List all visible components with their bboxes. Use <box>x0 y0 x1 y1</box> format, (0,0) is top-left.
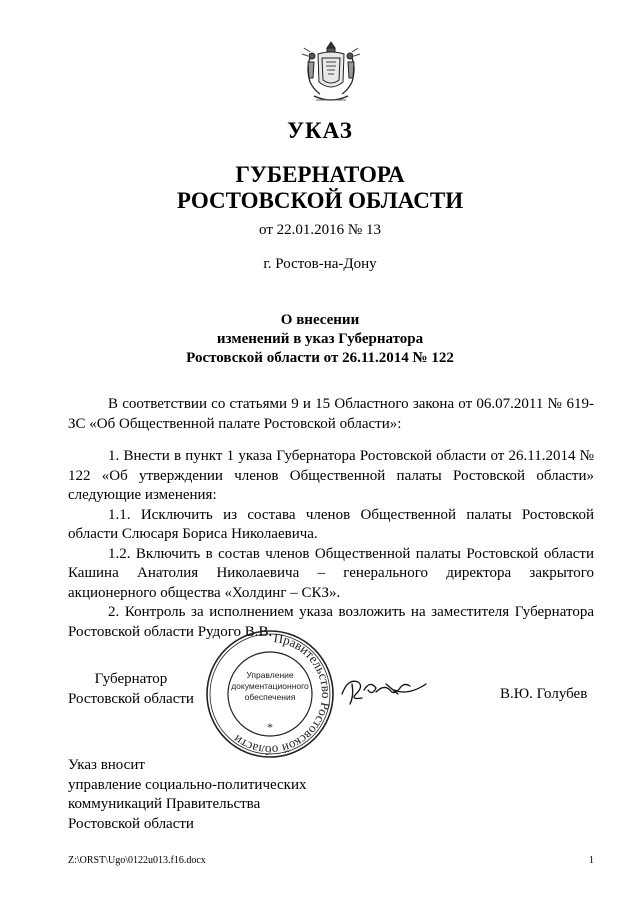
seal-star: * <box>267 720 273 734</box>
document-body <box>68 395 594 642</box>
issuer-line-1: ГУБЕРНАТОРА <box>235 162 405 187</box>
body-paragraph: 1.1. Исключить из состава членов Общественной палаты Ростовской области Слюсаря Бориса Николаевича. <box>68 506 594 542</box>
submitter-line-3: коммуникаций Правительства <box>68 796 261 812</box>
signatory-name: В.Ю. Голубев <box>500 686 588 702</box>
submitter-note <box>68 756 307 834</box>
subject-line-2: изменений в указ Губернатора <box>216 331 424 347</box>
subject-line-3: Ростовской области от 26.11.2014 № 122 <box>186 350 454 366</box>
body-paragraph: В соответствии со статьями 9 и 15 Областного закона от 06.07.2011 № 619-ЗС «Об Общественной палате Ростовской области»: <box>68 396 594 432</box>
body-paragraph: 2. Контроль за исполнением указа возложить на заместителя Губернатора Ростовской области Рудого В.В. <box>68 604 594 640</box>
file-path: Z:\ORST\Ugo\0122u013.f16.docx <box>68 855 206 866</box>
issuer-line-2: РОСТОВСКОЙ ОБЛАСТИ <box>176 188 464 213</box>
seal-inner-line-1: Управление <box>246 670 294 680</box>
signatory-title-line-2: Ростовской области <box>68 690 194 707</box>
seal-inner-line-3: обеспечения <box>244 692 296 702</box>
seal-inner-line-2: документационного <box>231 681 309 691</box>
submitter-line-1: Указ вносит <box>68 757 145 773</box>
signatory-title <box>68 670 194 709</box>
signatory-title-line-1: Губернатор <box>94 671 168 687</box>
document-date: от 22.01.2016 № 13 <box>259 222 381 238</box>
page-number: 1 <box>589 855 594 866</box>
coat-of-arms-icon <box>296 38 366 108</box>
issuer-title <box>0 162 640 214</box>
body-paragraph: 1.2. Включить в состав членов Общественной палаты Ростовской области Кашина Анатолия Николаевича – генерального директора закрытого акционерного общества «Холдинг – СКЗ». <box>68 545 594 601</box>
body-paragraph: 1. Внести в пункт 1 указа Губернатора Ростовской области от 26.11.2014 № 122 «Об утверждении членов Общественной палаты Ростовской области» следующие изменения: <box>68 448 594 503</box>
official-seal-icon <box>204 628 336 760</box>
document-subject <box>0 311 640 368</box>
submitter-line-2: управление социально-политических <box>68 776 307 793</box>
handwritten-signature-icon <box>338 670 430 708</box>
seal-ring-text: Правительство Ростовской области <box>230 630 335 759</box>
submitter-line-4: Ростовской области <box>68 815 194 832</box>
document-city: г. Ростов-на-Дону <box>263 256 377 272</box>
document-type-title: УКАЗ <box>287 118 353 143</box>
subject-line-1: О внесении <box>280 312 360 328</box>
